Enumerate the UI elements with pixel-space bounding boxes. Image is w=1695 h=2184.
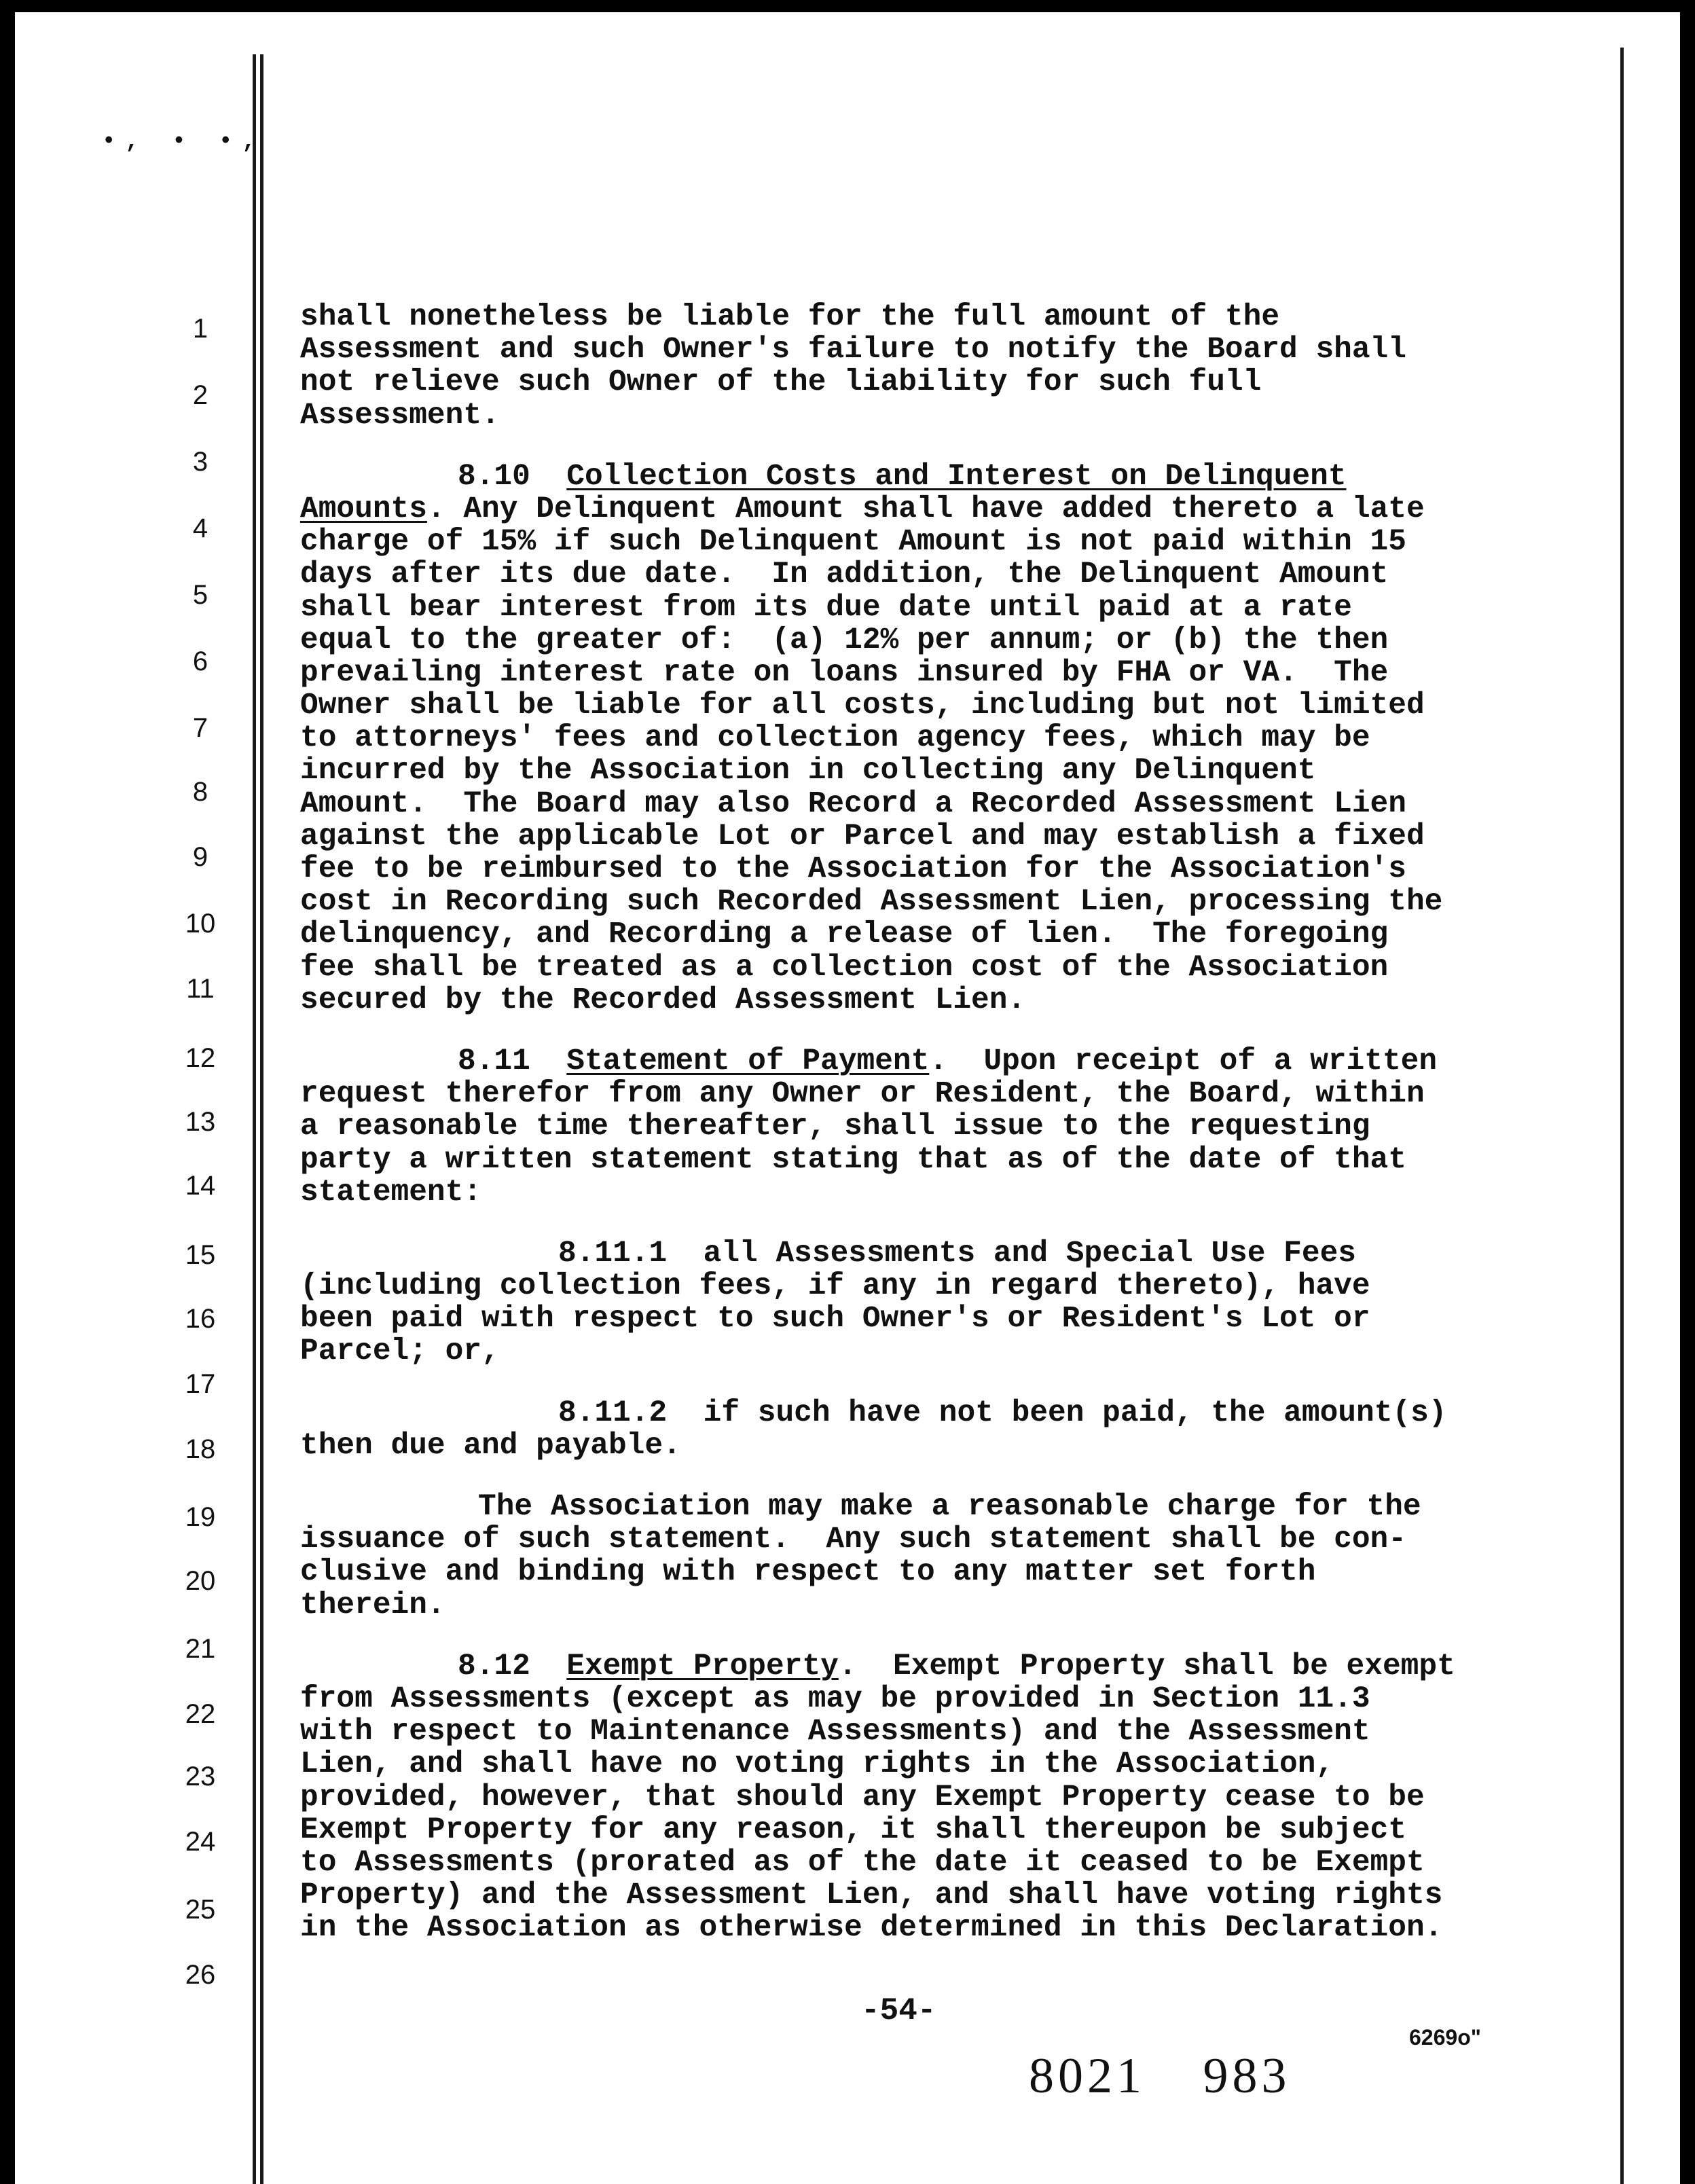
text-line: 8.11.1 all Assessments and Special Use Fees <box>558 1236 1356 1271</box>
text-line: with respect to Maintenance Assessments) and the Assessment <box>300 1715 1370 1749</box>
line-number-7: 7 <box>192 713 208 743</box>
text-line: incurred by the Association in collecting any Delinquent <box>300 754 1316 788</box>
scan-border-top <box>0 0 1695 12</box>
text-line: Owner shall be liable for all costs, including but not limited <box>300 689 1425 723</box>
line-number-20: 20 <box>185 1566 216 1596</box>
text-line: a reasonable time thereafter, shall issue to the requesting <box>300 1110 1370 1144</box>
line-number-17: 17 <box>185 1369 216 1399</box>
line-number-23: 23 <box>185 1762 216 1791</box>
text-line: The Association may make a reasonable charge for the <box>478 1490 1421 1524</box>
text-line: equal to the greater of: (a) 12% per annum; or (b) the then <box>300 623 1389 657</box>
line-number-9: 9 <box>192 842 208 872</box>
text-line: Assessment. <box>300 398 500 433</box>
text-line: issuance of such statement. Any such statement shall be con- <box>300 1523 1406 1557</box>
subsection-8-11-1 <box>300 1237 1563 1368</box>
text-line: clusive and binding with respect to any matter set forth <box>300 1555 1316 1590</box>
text-line: fee to be reimbursed to the Association for the Association's <box>300 852 1406 886</box>
header-marks: •, • •, <box>102 129 266 155</box>
line-number-12: 12 <box>185 1043 216 1073</box>
line-number-13: 13 <box>185 1107 216 1137</box>
section-8-12 <box>300 1650 1563 1945</box>
section-number: 8.12 <box>458 1649 530 1684</box>
text-line: Exempt Property for any reason, it shall thereupon be subject <box>300 1813 1406 1847</box>
text-line: against the applicable Lot or Parcel and may establish a fixed <box>300 819 1425 854</box>
text-line: shall nonetheless be liable for the full amount of the <box>300 300 1280 334</box>
line-number-5: 5 <box>192 580 208 610</box>
text-line: Parcel; or, <box>300 1334 500 1369</box>
text-line: Amounts. Any Delinquent Amount shall have added thereto a late <box>300 492 1425 526</box>
section-8-10 <box>300 460 1563 1017</box>
section-heading: Collection Costs and Interest on Delinquent <box>566 459 1347 494</box>
line-number-6: 6 <box>192 647 208 676</box>
text-line: Lien, and shall have no voting rights in the Association, <box>300 1747 1334 1782</box>
text-line: fee shall be treated as a collection cost of the Association <box>300 950 1389 985</box>
line-number-19: 19 <box>185 1502 216 1532</box>
text-line: (including collection fees, if any in regard thereto), have <box>300 1269 1370 1304</box>
text-line: secured by the Recorded Assessment Lien. <box>300 983 1026 1017</box>
line-number-21: 21 <box>185 1634 216 1664</box>
left-margin-rule-inner <box>260 54 263 2184</box>
text-line: party a written statement stating that as of the date of that <box>300 1142 1406 1177</box>
line-number-18: 18 <box>185 1434 216 1464</box>
text-line: Property) and the Assessment Lien, and shall have voting rights <box>300 1878 1443 1913</box>
text-line: Amount. The Board may also Record a Recorded Assessment Lien <box>300 786 1406 821</box>
subsection-8-11-2 <box>300 1397 1563 1462</box>
section-number: 8.10 <box>458 459 530 494</box>
text-line: shall bear interest from its due date until paid at a rate <box>300 590 1352 625</box>
text-line: Assessment and such Owner's failure to notify the Board shall <box>300 333 1406 367</box>
document-id: 6269o" <box>1409 2025 1481 2050</box>
section-8-10-heading-line <box>300 460 1563 493</box>
line-number-26: 26 <box>185 1960 216 1990</box>
text-line: not relieve such Owner of the liability for such full <box>300 365 1262 400</box>
text-line: provided, however, that should any Exempt Property cease to be <box>300 1780 1425 1815</box>
section-8-11 <box>300 1045 1563 1209</box>
text-line: prevailing interest rate on loans insured by FHA or VA. The <box>300 655 1389 690</box>
text-line: to Assessments (prorated as of the date it ceased to be Exempt <box>300 1845 1425 1880</box>
line-number-22: 22 <box>185 1699 216 1729</box>
line-number-16: 16 <box>185 1304 216 1334</box>
line-number-8: 8 <box>192 777 208 807</box>
text-line: 8.11.2 if such have not been paid, the amount(s) <box>558 1396 1447 1430</box>
document-body <box>300 301 1563 1944</box>
text-line: then due and payable. <box>300 1428 681 1463</box>
line-number-10: 10 <box>185 909 216 939</box>
text-line: therein. <box>300 1588 445 1622</box>
line-number-15: 15 <box>185 1240 216 1270</box>
scan-border-right <box>1680 0 1695 2184</box>
text-line: request therefor from any Owner or Resident, the Board, within <box>300 1077 1425 1112</box>
text-line: days after its due date. In addition, the Delinquent Amount <box>300 558 1389 592</box>
section-8-11-heading-line: 8.11 Statement of Payment. Upon receipt of a written <box>458 1044 1438 1078</box>
line-number-14: 14 <box>185 1171 216 1201</box>
scan-border-left <box>0 0 15 2184</box>
section-heading: Statement of Payment <box>566 1044 930 1078</box>
paragraph-association-charge <box>300 1491 1563 1622</box>
text-line: cost in Recording such Recorded Assessment Lien, processing the <box>300 885 1443 920</box>
line-number-1: 1 <box>192 314 208 344</box>
text-line: delinquency, and Recording a release of lien. The foregoing <box>300 917 1389 952</box>
line-number-11: 11 <box>186 974 215 1004</box>
text-line: statement: <box>300 1175 482 1209</box>
text-line: to attorneys' fees and collection agency fees, which may be <box>300 721 1370 756</box>
recording-stamp: 8021 983 <box>1029 2048 1291 2104</box>
line-number-25: 25 <box>185 1895 216 1925</box>
line-number-24: 24 <box>185 1827 216 1857</box>
paragraph-liability <box>300 301 1563 432</box>
section-8-12-heading-line: 8.12 Exempt Property. Exempt Property shall be exempt <box>458 1649 1455 1684</box>
line-number-4: 4 <box>192 513 208 543</box>
page-number: -54- <box>861 1993 936 2028</box>
line-number-2: 2 <box>192 380 208 410</box>
text-line: in the Association as otherwise determined in this Declaration. <box>300 1911 1443 1946</box>
section-heading-continued: Amounts <box>300 492 427 526</box>
text-line: from Assessments (except as may be provided in Section 11.3 <box>300 1681 1370 1716</box>
section-number: 8.11 <box>458 1044 530 1078</box>
right-margin-rule <box>1620 48 1624 2184</box>
section-heading: Exempt Property <box>566 1649 839 1684</box>
text-line: charge of 15% if such Delinquent Amount is not paid within 15 <box>300 525 1406 560</box>
left-margin-rule-outer <box>253 54 256 2184</box>
text-line: been paid with respect to such Owner's or Resident's Lot or <box>300 1302 1370 1336</box>
line-number-3: 3 <box>192 447 208 477</box>
